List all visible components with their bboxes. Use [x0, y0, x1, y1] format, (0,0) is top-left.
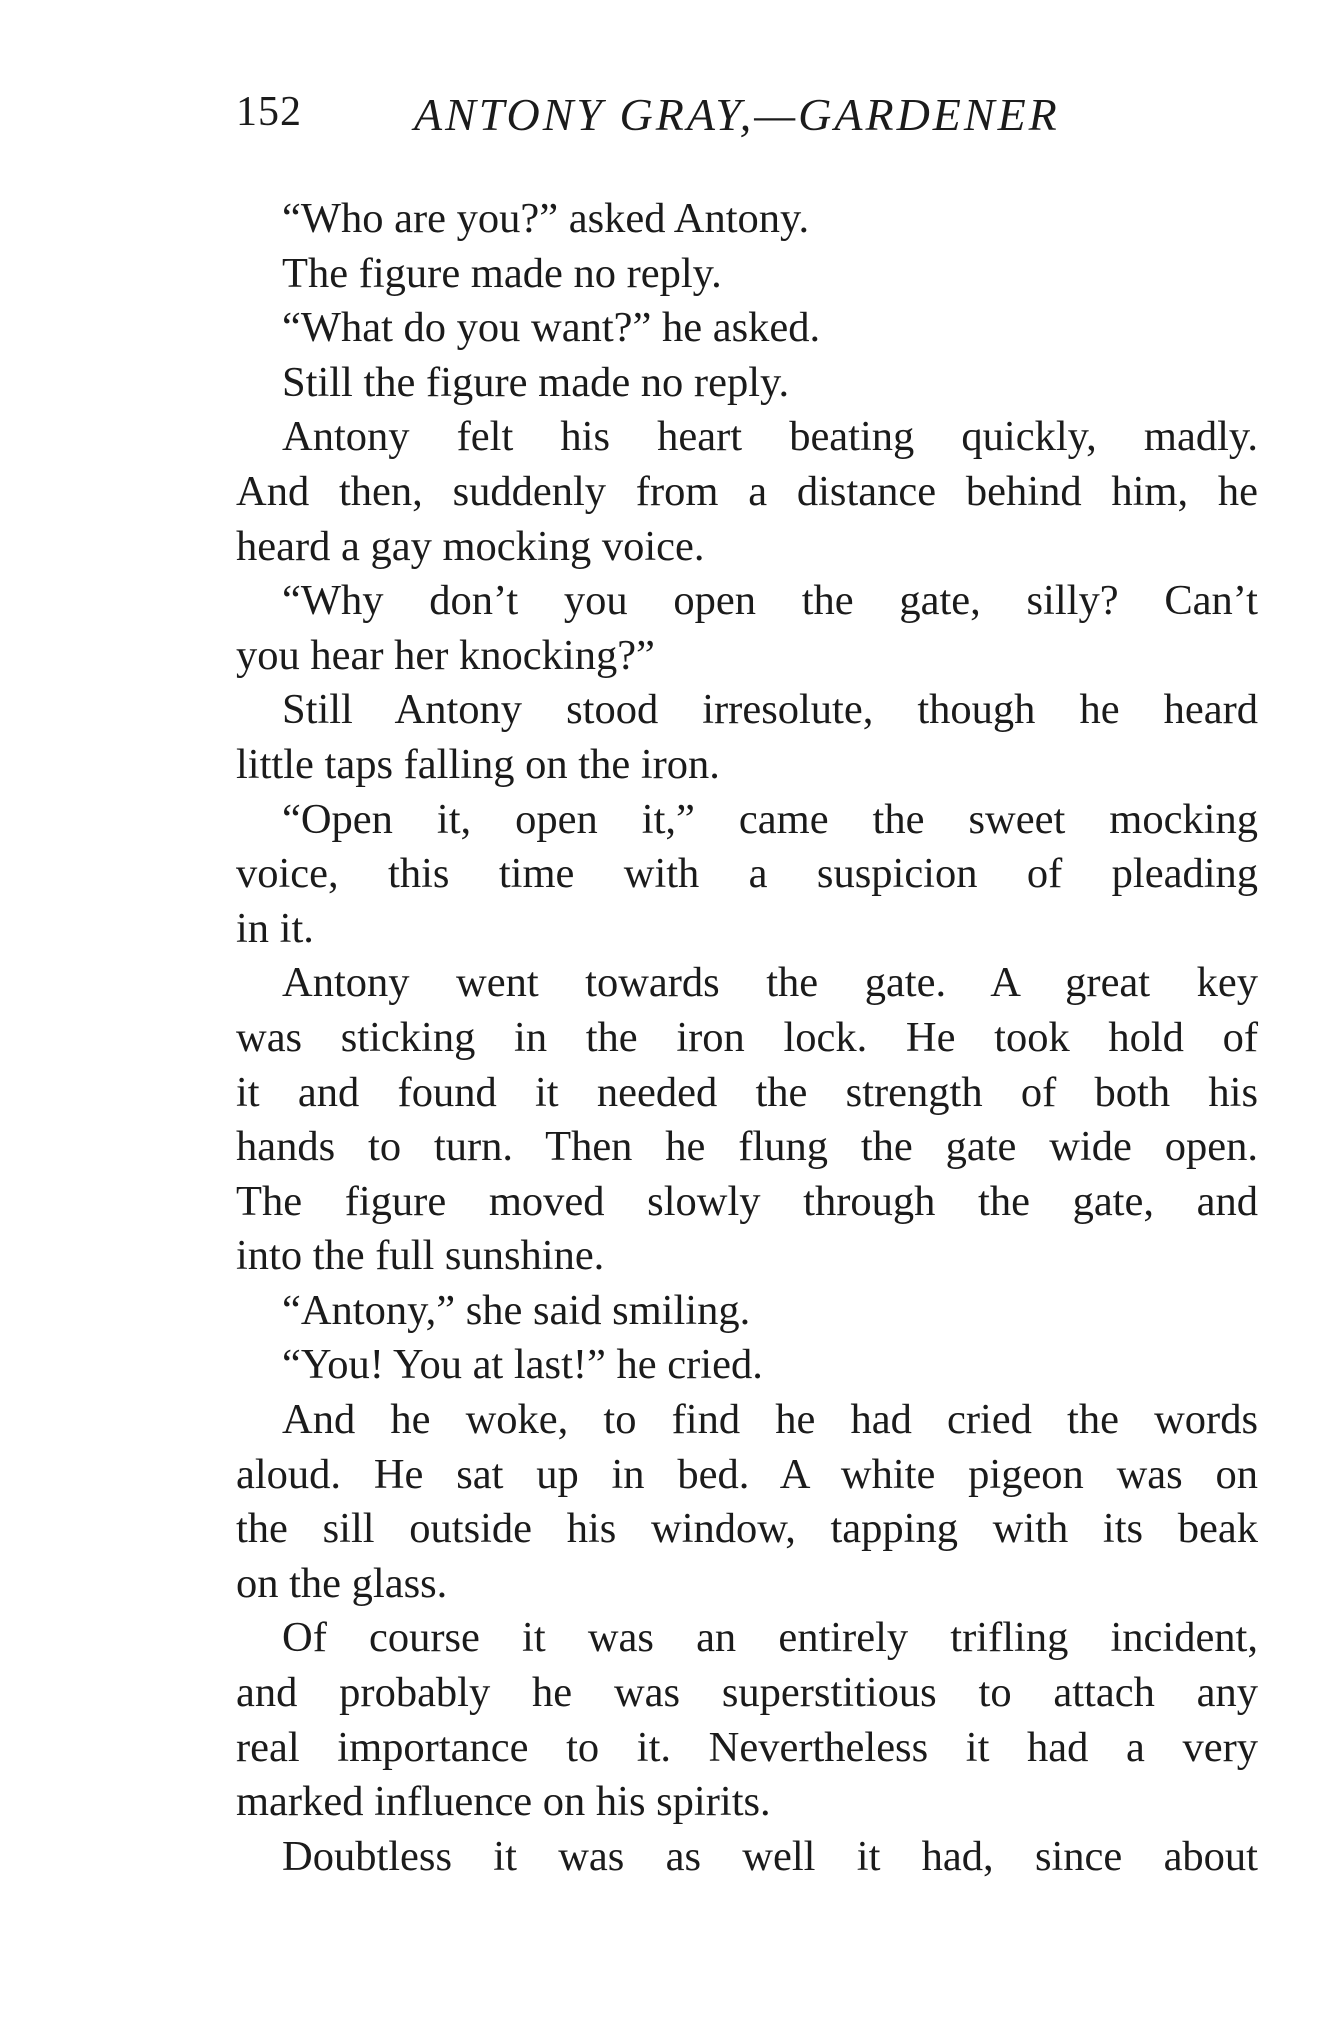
text-line: Still Antony stood irresolute, though he heard: [282, 686, 1258, 734]
text-line: Of course it was an entirely trifling incident,: [282, 1614, 1258, 1662]
text-line: “What do you want?” he asked.: [282, 304, 821, 352]
text-line: the sill outside his window, tapping with its beak: [236, 1505, 1258, 1553]
text-line: Still the figure made no reply.: [282, 358, 790, 406]
text-line: aloud. He sat up in bed. A white pigeon was on: [236, 1450, 1258, 1498]
page-header: [236, 88, 1096, 158]
text-line: and probably he was superstitious to attach any: [236, 1669, 1258, 1717]
text-line: heard a gay mocking voice.: [236, 522, 705, 570]
text-line: into the full sunshine.: [236, 1232, 605, 1280]
text-line: “You! You at last!” he cried.: [282, 1341, 763, 1389]
text-line: hands to turn. Then he flung the gate wide open.: [236, 1123, 1258, 1171]
text-line: you hear her knocking?”: [236, 631, 655, 679]
text-line: The figure moved slowly through the gate, and: [236, 1177, 1258, 1225]
body-text: [236, 192, 1258, 1884]
text-line: voice, this time with a suspicion of pleading: [236, 850, 1258, 898]
text-line: little taps falling on the iron.: [236, 740, 720, 788]
text-line: was sticking in the iron lock. He took hold of: [236, 1013, 1258, 1061]
text-line: marked influence on his spirits.: [236, 1778, 771, 1826]
text-line: it and found it needed the strength of both his: [236, 1068, 1258, 1116]
text-line: Antony went towards the gate. A great key: [282, 959, 1258, 1007]
text-line: in it.: [236, 904, 314, 952]
text-line: “Antony,” she said smiling.: [282, 1286, 751, 1334]
text-line: real importance to it. Nevertheless it had a very: [236, 1723, 1258, 1771]
text-line: “Open it, open it,” came the sweet mocking: [282, 795, 1258, 843]
text-line: And then, suddenly from a distance behind him, he: [236, 467, 1258, 515]
text-line: Antony felt his heart beating quickly, madly.: [282, 413, 1258, 461]
text-line: And he woke, to find he had cried the words: [282, 1396, 1258, 1444]
text-line: “Who are you?” asked Antony.: [282, 195, 810, 242]
text-line: on the glass.: [236, 1559, 448, 1607]
running-title: ANTONY GRAY,—GARDENER: [414, 89, 1060, 140]
text-line: The figure made no reply.: [282, 249, 722, 297]
text-line: “Why don’t you open the gate, silly? Can’t: [282, 577, 1258, 625]
page-number: 152: [236, 89, 302, 135]
text-line: Doubtless it was as well it had, since about: [282, 1832, 1258, 1880]
